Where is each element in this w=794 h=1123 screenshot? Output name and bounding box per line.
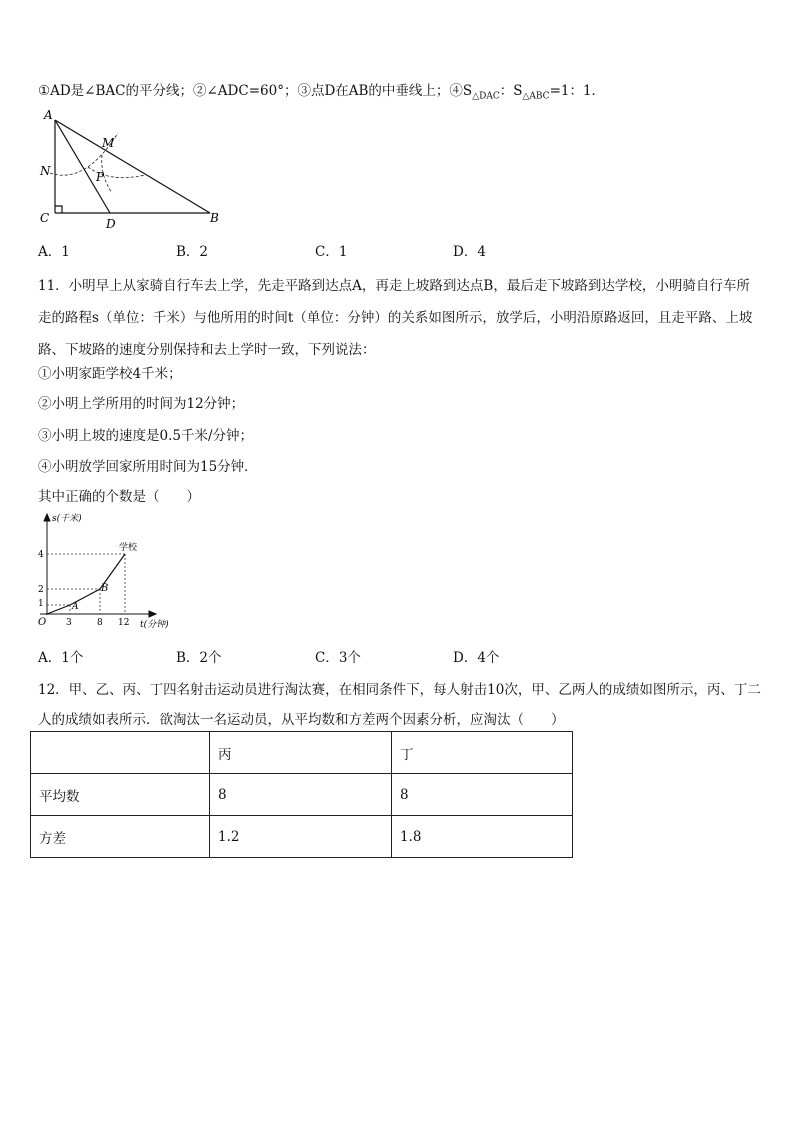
q10-option-a[interactable]: A．1 xyxy=(38,244,70,260)
q11-statement-4: ④小明放学回家所用时间为15分钟． xyxy=(38,459,258,475)
origin-label: O xyxy=(38,617,47,628)
q11-stem: 11．小明早上从家骑自行车去上学，先走平路到达点A，再走上坡路到达点B，最后走下坡路到达学校，小明骑自行车所走的路程s（单位：千米）与他所用的时间t（单位：分钟）的关系如图所示，放学后，小明沿原路返回，且走平路、上坡路、下坡路的速度分别保持和去上学时一致，下列说法： xyxy=(38,278,753,358)
q10-label-a: A xyxy=(44,108,53,122)
q11-statement-2: ②小明上学所用的时间为12分钟； xyxy=(38,396,245,412)
table-cell: 1.8 xyxy=(392,816,573,858)
x-axis-arrow xyxy=(149,611,156,617)
segment-ab xyxy=(55,120,210,213)
q11-option-d[interactable]: D．4个 xyxy=(453,650,500,666)
q11-option-a[interactable]: A．1个 xyxy=(38,650,84,666)
point-b-label: B xyxy=(101,583,109,594)
q10-statement-part1: ①AD是∠BAC的平分线；②∠ADC=60°；③点D在AB的中垂线上；④S xyxy=(38,83,473,99)
q12-score-table xyxy=(30,731,573,858)
q12-stem: 12．甲、乙、丙、丁四名射击运动员进行淘汰赛，在相同条件下，每人射击10次，甲、乙两人的成绩如图所示，丙、丁二人的成绩如表所示．欲淘汰一名运动员，从平均数和方差两个因素分析，应淘汰（ ） xyxy=(38,682,761,728)
q10-statement-sub2: △ABC xyxy=(522,91,550,102)
q11-option-b[interactable]: B．2个 xyxy=(176,650,222,666)
q11-statement-1: ①小明家距学校4千米； xyxy=(38,366,182,382)
q10-label-d: D xyxy=(106,217,116,230)
y-tick-2: 2 xyxy=(38,585,44,595)
q10-statement-sub1: △DAC xyxy=(472,91,500,102)
x-axis-label: t(分钟) xyxy=(140,620,169,630)
x-tick-3: 3 xyxy=(66,618,72,628)
table-row xyxy=(31,774,573,816)
table-cell: 8 xyxy=(210,774,392,816)
q10-option-b[interactable]: B．2 xyxy=(176,244,209,260)
q10-statement-part3: =1：1． xyxy=(549,83,606,99)
table-cell: 8 xyxy=(392,774,573,816)
q10-statement-part2: ：S xyxy=(499,83,523,99)
q11-statement-3: ③小明上坡的速度是0.5千米/分钟； xyxy=(38,428,254,444)
table-header-cell: 丁 xyxy=(392,732,573,774)
q10-triangle-figure xyxy=(30,105,270,230)
right-angle-mark xyxy=(55,206,62,213)
table-header-cell xyxy=(31,732,210,774)
point-a-label: A xyxy=(72,602,79,612)
y-tick-4: 4 xyxy=(38,550,44,560)
q11-option-c[interactable]: C．3个 xyxy=(315,650,361,666)
distance-time-line xyxy=(47,554,125,614)
q11-question: 其中正确的个数是（ ） xyxy=(38,489,200,505)
q10-option-c[interactable]: C．1 xyxy=(315,244,348,260)
y-axis-label: s(千米) xyxy=(52,514,82,524)
school-label: 学校 xyxy=(119,543,138,553)
q10-label-m: M xyxy=(102,136,115,150)
table-row xyxy=(31,816,573,858)
y-axis-arrow xyxy=(44,514,50,521)
q10-label-c: C xyxy=(40,211,50,225)
x-tick-8: 8 xyxy=(97,618,103,628)
q10-label-p: P xyxy=(96,170,105,184)
table-header-cell: 丙 xyxy=(210,732,392,774)
x-tick-12: 12 xyxy=(118,618,130,628)
table-cell: 平均数 xyxy=(31,774,210,816)
table-cell: 1.2 xyxy=(210,816,392,858)
table-cell: 方差 xyxy=(31,816,210,858)
table-header-row xyxy=(31,732,573,774)
q10-option-d[interactable]: D．4 xyxy=(453,244,486,260)
q10-label-n: N xyxy=(40,164,51,178)
q10-label-b: B xyxy=(210,211,219,225)
q11-distance-time-graph xyxy=(30,510,180,635)
y-tick-1: 1 xyxy=(38,599,44,609)
q10-statement xyxy=(38,82,605,106)
